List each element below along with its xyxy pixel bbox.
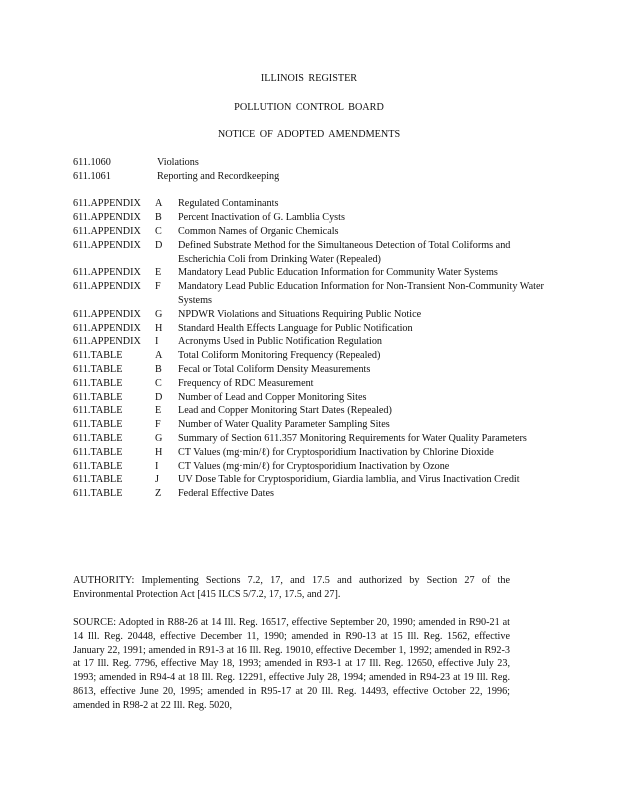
appendix-row (73, 266, 553, 280)
section-number: 611.1060 (73, 157, 111, 168)
table-number: 611.TABLE (73, 350, 123, 362)
table-row (73, 363, 553, 377)
appendix-row (73, 335, 553, 349)
appendix-title: Standard Health Effects Language for Public Notification (178, 322, 413, 334)
table-title: UV Dose Table for Cryptosporidium, Giardia lamblia, and Virus Inactivation Credit (178, 474, 520, 486)
appendix-row (73, 322, 553, 336)
table-letter: I (155, 460, 159, 472)
table-of-contents (73, 156, 553, 501)
table-row (73, 432, 553, 446)
table-letter: C (155, 377, 162, 389)
table-title: Fecal or Total Coliform Density Measurements (178, 363, 371, 375)
table-letter: F (155, 419, 161, 431)
table-row (73, 487, 553, 501)
table-title: CT Values (mg·min/ℓ) for Cryptosporidium Inactivation by Ozone (178, 460, 450, 472)
table-letter: E (155, 405, 162, 417)
table-row (73, 460, 553, 474)
appendix-title: Percent Inactivation of G. Lamblia Cysts (178, 212, 345, 224)
appendix-letter: H (155, 322, 163, 334)
table-number: 611.TABLE (73, 432, 123, 444)
appendix-letter: C (155, 225, 162, 237)
appendix-letter: D (155, 239, 163, 251)
table-row (73, 473, 553, 487)
table-title: Number of Water Quality Parameter Sampling Sites (178, 419, 390, 431)
table-row (73, 391, 553, 405)
section-number: 611.1061 (73, 170, 111, 182)
appendix-letter: B (155, 212, 162, 224)
appendix-title: Common Names of Organic Chemicals (178, 225, 339, 237)
notice-title: NOTICE OF ADOPTED AMENDMENTS (217, 129, 401, 140)
table-title: Total Coliform Monitoring Frequency (Repealed) (178, 350, 381, 362)
section-row (73, 156, 553, 170)
table-letter: D (155, 391, 163, 403)
table-number: 611.TABLE (73, 363, 123, 375)
appendix-row (73, 211, 553, 225)
table-number: 611.TABLE (73, 460, 123, 472)
table-title: Lead and Copper Monitoring Start Dates (Repealed) (178, 405, 392, 417)
table-letter: J (155, 474, 159, 486)
appendix-letter: E (155, 267, 162, 279)
appendix-number: 611.APPENDIX (73, 336, 141, 348)
appendix-row (73, 225, 553, 239)
appendix-row (73, 239, 553, 267)
table-number: 611.TABLE (73, 391, 123, 403)
table-letter: A (155, 350, 163, 362)
appendix-letter: G (155, 308, 163, 320)
appendix-number: 611.APPENDIX (73, 212, 141, 224)
table-title: Federal Effective Dates (178, 488, 274, 500)
appendix-number: 611.APPENDIX (73, 225, 141, 237)
table-row (73, 377, 553, 391)
table-row (73, 404, 553, 418)
table-title: Summary of Section 611.357 Monitoring Requirements for Water Quality Parameters (178, 432, 527, 444)
table-row (73, 418, 553, 432)
appendix-number: 611.APPENDIX (73, 281, 141, 293)
table-number: 611.TABLE (73, 405, 123, 417)
section-row (73, 170, 553, 184)
table-number: 611.TABLE (73, 474, 123, 486)
table-letter: Z (155, 488, 162, 500)
appendix-title: NPDWR Violations and Situations Requiring Public Notice (178, 308, 422, 320)
table-title: Frequency of RDC Measurement (178, 377, 314, 389)
table-letter: B (155, 363, 162, 375)
appendix-number: 611.APPENDIX (73, 198, 141, 210)
section-title: Violations (157, 157, 199, 168)
table-row (73, 349, 553, 363)
appendix-title: Mandatory Lead Public Education Information for Community Water Systems (178, 267, 498, 279)
appendix-title: Defined Substrate Method for the Simultaneous Detection of Total Coliforms and Escherichia Coli from Drinking Water (Repealed) (178, 239, 511, 265)
source-paragraph: SOURCE: Adopted in R88-26 at 14 Ill. Reg. 16517, effective September 20, 1990; amended in R90-21 at 14 Ill. Reg. 20448, effective December 11, 1990; amended in R90-13 at 15 Ill. Reg. 1562, effective January 22, 1991; amended in R91-3 at 16 Ill. Reg. 19010, effective December 1, 1992; amended in R92-3 at 17 Ill. Reg. 7796, effective May 18, 1993; amended in R93-1 at 17 Ill. Reg. 12650, effective July 23, 1993; amended in R94-4 at 18 Ill. Reg. 12291, effective July 28, 1994; amended in R94-23 at 19 Ill. Reg. 8613, effective June 20, 1995; amended in R95-17 at 20 Ill. Reg. 14493, effective October 22, 1996; amended in R98-2 at 22 Ill. Reg. 5020, (73, 617, 510, 711)
appendix-row (73, 280, 553, 308)
appendix-letter: F (155, 281, 161, 293)
appendix-title: Acronyms Used in Public Notification Regulation (178, 336, 383, 348)
table-title: CT Values (mg·min/ℓ) for Cryptosporidium Inactivation by Chlorine Dioxide (178, 446, 494, 458)
section-title: Reporting and Recordkeeping (157, 170, 280, 182)
table-title: Number of Lead and Copper Monitoring Sites (178, 391, 367, 403)
table-row (73, 446, 553, 460)
appendix-number: 611.APPENDIX (73, 267, 141, 279)
appendix-number: 611.APPENDIX (73, 239, 141, 251)
spacer (73, 184, 553, 198)
table-number: 611.TABLE (73, 419, 123, 431)
appendix-title: Mandatory Lead Public Education Information for Non-Transient Non-Community Water Systems (178, 281, 544, 306)
authority-paragraph: AUTHORITY: Implementing Sections 7.2, 17, and 17.5 and authorized by Section 27 of the Environmental Protection Act [415 ILCS 5/7.2, 17, 17.5, and 27]. (73, 575, 510, 600)
appendix-row (73, 308, 553, 322)
appendix-number: 611.APPENDIX (73, 322, 141, 334)
table-letter: H (155, 446, 163, 458)
appendix-letter: I (155, 336, 159, 348)
table-number: 611.TABLE (73, 488, 123, 500)
register-title: ILLINOIS REGISTER (260, 73, 358, 84)
table-letter: G (155, 432, 163, 444)
table-number: 611.TABLE (73, 446, 123, 458)
appendix-row (73, 197, 553, 211)
appendix-number: 611.APPENDIX (73, 308, 141, 320)
table-number: 611.TABLE (73, 377, 123, 389)
board-title: POLLUTION CONTROL BOARD (234, 102, 384, 113)
appendix-title: Regulated Contaminants (178, 198, 279, 210)
appendix-letter: A (155, 198, 163, 210)
